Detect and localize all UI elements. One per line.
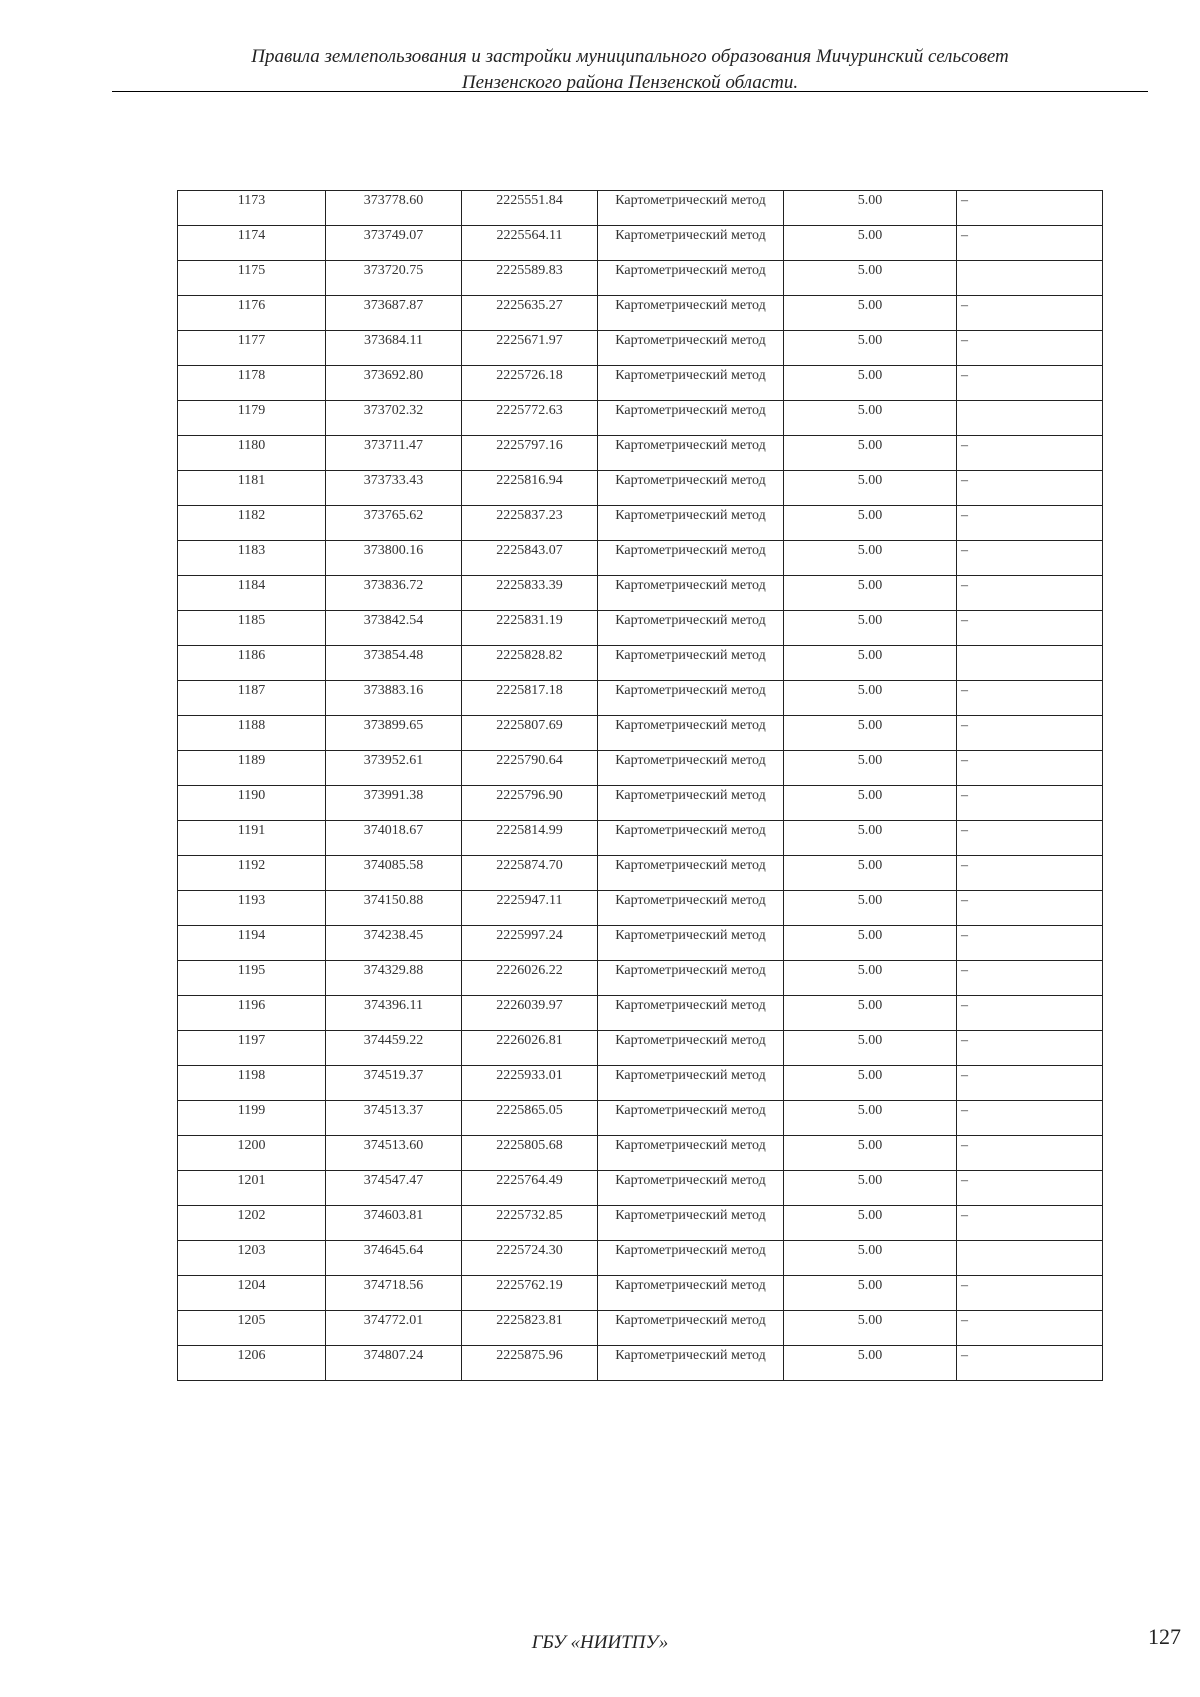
method-cell: Картометрический метод [598, 646, 784, 681]
accuracy-cell: 5.00 [784, 1031, 957, 1066]
y-coordinate-cell: 2225807.69 [462, 716, 598, 751]
x-coordinate-cell: 373778.60 [326, 191, 462, 226]
x-coordinate-cell: 373836.72 [326, 576, 462, 611]
table-row [178, 1346, 1103, 1381]
method-cell: Картометрический метод [598, 996, 784, 1031]
table-row [178, 506, 1103, 541]
table-row [178, 1311, 1103, 1346]
method-cell: Картометрический метод [598, 1276, 784, 1311]
point-number-cell: 1188 [178, 716, 326, 751]
point-number-cell: 1182 [178, 506, 326, 541]
method-cell: Картометрический метод [598, 191, 784, 226]
method-cell: Картометрический метод [598, 1171, 784, 1206]
x-coordinate-cell: 373702.32 [326, 401, 462, 436]
accuracy-cell: 5.00 [784, 821, 957, 856]
x-coordinate-cell: 373687.87 [326, 296, 462, 331]
header-divider [112, 91, 1148, 92]
page-header [112, 44, 1148, 96]
x-coordinate-cell: 374547.47 [326, 1171, 462, 1206]
accuracy-cell: 5.00 [784, 541, 957, 576]
accuracy-cell: 5.00 [784, 996, 957, 1031]
accuracy-cell: 5.00 [784, 401, 957, 436]
y-coordinate-cell: 2225823.81 [462, 1311, 598, 1346]
x-coordinate-cell: 373883.16 [326, 681, 462, 716]
point-number-cell: 1186 [178, 646, 326, 681]
page-number: 127 [1148, 1624, 1181, 1649]
accuracy-cell: 5.00 [784, 1276, 957, 1311]
header-title-line-1: Правила землепользования и застройки муниципального образования Мичуринский сельсовет [251, 46, 1009, 67]
note-cell: – [957, 926, 1103, 961]
method-cell: Картометрический метод [598, 716, 784, 751]
method-cell: Картометрический метод [598, 856, 784, 891]
y-coordinate-cell: 2225843.07 [462, 541, 598, 576]
method-cell: Картометрический метод [598, 611, 784, 646]
note-cell: – [957, 436, 1103, 471]
table-row [178, 226, 1103, 261]
accuracy-cell: 5.00 [784, 261, 957, 296]
note-cell: – [957, 296, 1103, 331]
y-coordinate-cell: 2226026.22 [462, 961, 598, 996]
method-cell: Картометрический метод [598, 751, 784, 786]
method-cell: Картометрический метод [598, 961, 784, 996]
y-coordinate-cell: 2225805.68 [462, 1136, 598, 1171]
point-number-cell: 1178 [178, 366, 326, 401]
table-row [178, 716, 1103, 751]
accuracy-cell: 5.00 [784, 1206, 957, 1241]
point-number-cell: 1198 [178, 1066, 326, 1101]
table-row [178, 366, 1103, 401]
note-cell: – [957, 716, 1103, 751]
y-coordinate-cell: 2225828.82 [462, 646, 598, 681]
method-cell: Картометрический метод [598, 331, 784, 366]
x-coordinate-cell: 374513.60 [326, 1136, 462, 1171]
y-coordinate-cell: 2225762.19 [462, 1276, 598, 1311]
x-coordinate-cell: 374396.11 [326, 996, 462, 1031]
note-cell: – [957, 1311, 1103, 1346]
note-cell: – [957, 331, 1103, 366]
table-row [178, 891, 1103, 926]
point-number-cell: 1187 [178, 681, 326, 716]
point-number-cell: 1192 [178, 856, 326, 891]
y-coordinate-cell: 2225671.97 [462, 331, 598, 366]
point-number-cell: 1195 [178, 961, 326, 996]
x-coordinate-cell: 374329.88 [326, 961, 462, 996]
accuracy-cell: 5.00 [784, 926, 957, 961]
point-number-cell: 1177 [178, 331, 326, 366]
coordinates-table [177, 190, 1103, 1381]
point-number-cell: 1194 [178, 926, 326, 961]
note-cell: – [957, 471, 1103, 506]
table-row [178, 401, 1103, 436]
y-coordinate-cell: 2225732.85 [462, 1206, 598, 1241]
y-coordinate-cell: 2225875.96 [462, 1346, 598, 1381]
point-number-cell: 1201 [178, 1171, 326, 1206]
table-row [178, 646, 1103, 681]
accuracy-cell: 5.00 [784, 786, 957, 821]
note-cell [957, 261, 1103, 296]
note-cell: – [957, 856, 1103, 891]
accuracy-cell: 5.00 [784, 961, 957, 996]
point-number-cell: 1189 [178, 751, 326, 786]
point-number-cell: 1193 [178, 891, 326, 926]
method-cell: Картометрический метод [598, 1066, 784, 1101]
table-row [178, 996, 1103, 1031]
method-cell: Картометрический метод [598, 366, 784, 401]
method-cell: Картометрический метод [598, 681, 784, 716]
table-row [178, 261, 1103, 296]
accuracy-cell: 5.00 [784, 296, 957, 331]
table-row [178, 1206, 1103, 1241]
x-coordinate-cell: 373991.38 [326, 786, 462, 821]
accuracy-cell: 5.00 [784, 611, 957, 646]
accuracy-cell: 5.00 [784, 1346, 957, 1381]
accuracy-cell: 5.00 [784, 191, 957, 226]
y-coordinate-cell: 2225831.19 [462, 611, 598, 646]
point-number-cell: 1199 [178, 1101, 326, 1136]
accuracy-cell: 5.00 [784, 1311, 957, 1346]
accuracy-cell: 5.00 [784, 751, 957, 786]
table-row [178, 611, 1103, 646]
x-coordinate-cell: 374238.45 [326, 926, 462, 961]
y-coordinate-cell: 2225772.63 [462, 401, 598, 436]
x-coordinate-cell: 374603.81 [326, 1206, 462, 1241]
note-cell [957, 401, 1103, 436]
x-coordinate-cell: 373842.54 [326, 611, 462, 646]
note-cell: – [957, 1346, 1103, 1381]
method-cell: Картометрический метод [598, 1241, 784, 1276]
note-cell: – [957, 1171, 1103, 1206]
table-row [178, 331, 1103, 366]
table-row [178, 436, 1103, 471]
point-number-cell: 1173 [178, 191, 326, 226]
table-row [178, 296, 1103, 331]
table-row [178, 1136, 1103, 1171]
coordinates-table-body [178, 191, 1103, 1381]
point-number-cell: 1183 [178, 541, 326, 576]
x-coordinate-cell: 374150.88 [326, 891, 462, 926]
method-cell: Картометрический метод [598, 1206, 784, 1241]
y-coordinate-cell: 2225997.24 [462, 926, 598, 961]
point-number-cell: 1179 [178, 401, 326, 436]
point-number-cell: 1190 [178, 786, 326, 821]
y-coordinate-cell: 2225790.64 [462, 751, 598, 786]
y-coordinate-cell: 2225817.18 [462, 681, 598, 716]
point-number-cell: 1184 [178, 576, 326, 611]
accuracy-cell: 5.00 [784, 646, 957, 681]
y-coordinate-cell: 2225933.01 [462, 1066, 598, 1101]
table-row [178, 856, 1103, 891]
method-cell: Картометрический метод [598, 436, 784, 471]
y-coordinate-cell: 2225724.30 [462, 1241, 598, 1276]
header-title-line-2: Пензенского района Пензенской области. [461, 72, 799, 93]
x-coordinate-cell: 373733.43 [326, 471, 462, 506]
method-cell: Картометрический метод [598, 1031, 784, 1066]
x-coordinate-cell: 374513.37 [326, 1101, 462, 1136]
x-coordinate-cell: 373952.61 [326, 751, 462, 786]
method-cell: Картометрический метод [598, 261, 784, 296]
table-row [178, 1276, 1103, 1311]
note-cell: – [957, 821, 1103, 856]
point-number-cell: 1204 [178, 1276, 326, 1311]
accuracy-cell: 5.00 [784, 576, 957, 611]
table-row [178, 1031, 1103, 1066]
x-coordinate-cell: 374459.22 [326, 1031, 462, 1066]
table-row [178, 191, 1103, 226]
y-coordinate-cell: 2225797.16 [462, 436, 598, 471]
x-coordinate-cell: 373720.75 [326, 261, 462, 296]
y-coordinate-cell: 2225874.70 [462, 856, 598, 891]
method-cell: Картометрический метод [598, 576, 784, 611]
x-coordinate-cell: 374645.64 [326, 1241, 462, 1276]
table-row [178, 961, 1103, 996]
footer-organization: ГБУ «НИИТПУ» [531, 1632, 669, 1653]
method-cell: Картометрический метод [598, 1136, 784, 1171]
note-cell: – [957, 1136, 1103, 1171]
method-cell: Картометрический метод [598, 226, 784, 261]
method-cell: Картометрический метод [598, 541, 784, 576]
method-cell: Картометрический метод [598, 891, 784, 926]
x-coordinate-cell: 373765.62 [326, 506, 462, 541]
table-row [178, 576, 1103, 611]
y-coordinate-cell: 2226039.97 [462, 996, 598, 1031]
y-coordinate-cell: 2225589.83 [462, 261, 598, 296]
table-row [178, 1171, 1103, 1206]
accuracy-cell: 5.00 [784, 1136, 957, 1171]
point-number-cell: 1176 [178, 296, 326, 331]
y-coordinate-cell: 2225726.18 [462, 366, 598, 401]
x-coordinate-cell: 373854.48 [326, 646, 462, 681]
note-cell: – [957, 1101, 1103, 1136]
x-coordinate-cell: 374519.37 [326, 1066, 462, 1101]
accuracy-cell: 5.00 [784, 856, 957, 891]
method-cell: Картометрический метод [598, 1346, 784, 1381]
accuracy-cell: 5.00 [784, 891, 957, 926]
y-coordinate-cell: 2225865.05 [462, 1101, 598, 1136]
x-coordinate-cell: 373749.07 [326, 226, 462, 261]
accuracy-cell: 5.00 [784, 1066, 957, 1101]
table-row [178, 786, 1103, 821]
note-cell: – [957, 961, 1103, 996]
accuracy-cell: 5.00 [784, 331, 957, 366]
y-coordinate-cell: 2225764.49 [462, 1171, 598, 1206]
note-cell: – [957, 191, 1103, 226]
accuracy-cell: 5.00 [784, 226, 957, 261]
point-number-cell: 1181 [178, 471, 326, 506]
y-coordinate-cell: 2225814.99 [462, 821, 598, 856]
method-cell: Картометрический метод [598, 296, 784, 331]
point-number-cell: 1174 [178, 226, 326, 261]
x-coordinate-cell: 373899.65 [326, 716, 462, 751]
y-coordinate-cell: 2225551.84 [462, 191, 598, 226]
x-coordinate-cell: 374807.24 [326, 1346, 462, 1381]
note-cell: – [957, 1276, 1103, 1311]
point-number-cell: 1175 [178, 261, 326, 296]
x-coordinate-cell: 374085.58 [326, 856, 462, 891]
y-coordinate-cell: 2225816.94 [462, 471, 598, 506]
table-row [178, 681, 1103, 716]
note-cell: – [957, 1066, 1103, 1101]
note-cell: – [957, 681, 1103, 716]
note-cell: – [957, 541, 1103, 576]
method-cell: Картометрический метод [598, 506, 784, 541]
note-cell: – [957, 226, 1103, 261]
point-number-cell: 1185 [178, 611, 326, 646]
y-coordinate-cell: 2225837.23 [462, 506, 598, 541]
point-number-cell: 1202 [178, 1206, 326, 1241]
method-cell: Картометрический метод [598, 786, 784, 821]
table-row [178, 541, 1103, 576]
table-row [178, 821, 1103, 856]
point-number-cell: 1206 [178, 1346, 326, 1381]
method-cell: Картометрический метод [598, 471, 784, 506]
accuracy-cell: 5.00 [784, 716, 957, 751]
note-cell: – [957, 366, 1103, 401]
method-cell: Картометрический метод [598, 821, 784, 856]
y-coordinate-cell: 2225947.11 [462, 891, 598, 926]
point-number-cell: 1180 [178, 436, 326, 471]
x-coordinate-cell: 373800.16 [326, 541, 462, 576]
x-coordinate-cell: 374772.01 [326, 1311, 462, 1346]
method-cell: Картометрический метод [598, 1311, 784, 1346]
accuracy-cell: 5.00 [784, 506, 957, 541]
x-coordinate-cell: 373692.80 [326, 366, 462, 401]
point-number-cell: 1200 [178, 1136, 326, 1171]
note-cell: – [957, 506, 1103, 541]
y-coordinate-cell: 2225635.27 [462, 296, 598, 331]
table-row [178, 751, 1103, 786]
point-number-cell: 1203 [178, 1241, 326, 1276]
accuracy-cell: 5.00 [784, 471, 957, 506]
note-cell: – [957, 786, 1103, 821]
note-cell: – [957, 891, 1103, 926]
method-cell: Картометрический метод [598, 1101, 784, 1136]
note-cell: – [957, 751, 1103, 786]
accuracy-cell: 5.00 [784, 1101, 957, 1136]
accuracy-cell: 5.00 [784, 1171, 957, 1206]
x-coordinate-cell: 374718.56 [326, 1276, 462, 1311]
x-coordinate-cell: 373684.11 [326, 331, 462, 366]
point-number-cell: 1197 [178, 1031, 326, 1066]
point-number-cell: 1196 [178, 996, 326, 1031]
y-coordinate-cell: 2226026.81 [462, 1031, 598, 1066]
point-number-cell: 1205 [178, 1311, 326, 1346]
note-cell [957, 1241, 1103, 1276]
table-row [178, 1066, 1103, 1101]
accuracy-cell: 5.00 [784, 681, 957, 716]
table-row [178, 1101, 1103, 1136]
x-coordinate-cell: 373711.47 [326, 436, 462, 471]
note-cell: – [957, 996, 1103, 1031]
accuracy-cell: 5.00 [784, 1241, 957, 1276]
method-cell: Картометрический метод [598, 401, 784, 436]
note-cell: – [957, 1031, 1103, 1066]
table-row [178, 471, 1103, 506]
table-row [178, 926, 1103, 961]
point-number-cell: 1191 [178, 821, 326, 856]
accuracy-cell: 5.00 [784, 436, 957, 471]
accuracy-cell: 5.00 [784, 366, 957, 401]
x-coordinate-cell: 374018.67 [326, 821, 462, 856]
y-coordinate-cell: 2225833.39 [462, 576, 598, 611]
y-coordinate-cell: 2225796.90 [462, 786, 598, 821]
note-cell: – [957, 1206, 1103, 1241]
note-cell: – [957, 576, 1103, 611]
y-coordinate-cell: 2225564.11 [462, 226, 598, 261]
table-row [178, 1241, 1103, 1276]
note-cell: – [957, 611, 1103, 646]
method-cell: Картометрический метод [598, 926, 784, 961]
note-cell [957, 646, 1103, 681]
